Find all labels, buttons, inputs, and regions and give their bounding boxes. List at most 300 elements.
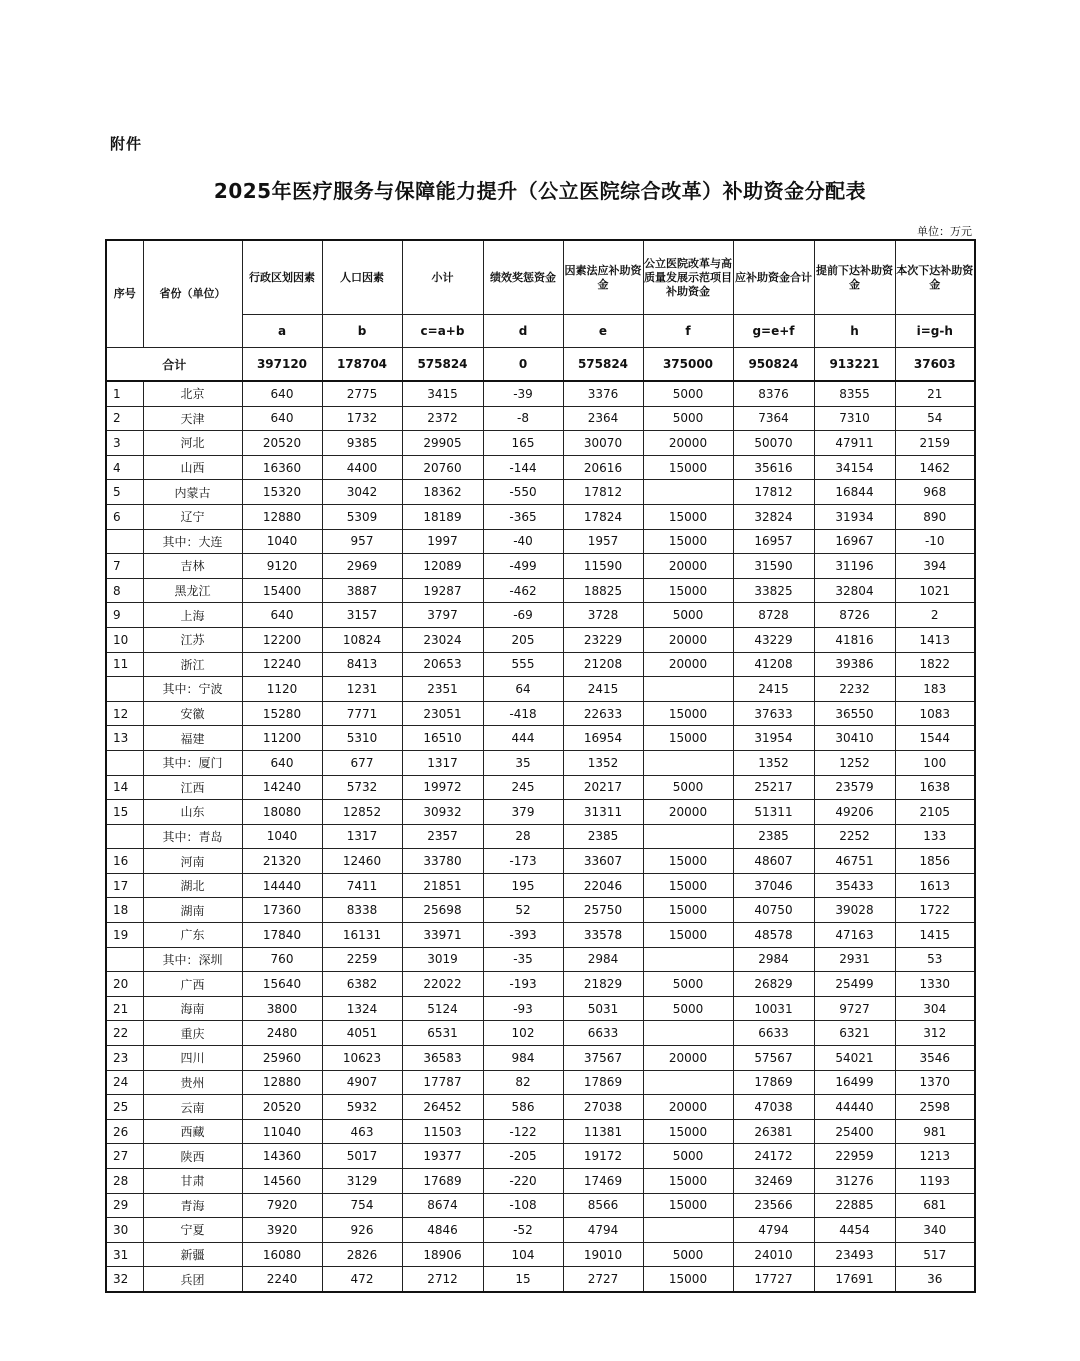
table-row (106, 529, 975, 554)
row-cell: 16957 (733, 529, 814, 554)
row-cell: 15320 (242, 480, 322, 505)
row-seq: 2 (106, 406, 143, 431)
row-province: 北京 (143, 381, 242, 406)
row-cell: 35 (483, 750, 563, 775)
row-cell: 20000 (643, 800, 733, 825)
row-cell: 1997 (402, 529, 483, 554)
row-cell: 14240 (242, 775, 322, 800)
row-seq: 31 (106, 1242, 143, 1267)
row-province: 西藏 (143, 1119, 242, 1144)
header-factor-subsidy: 因素法应补助资金 (563, 240, 643, 315)
row-province: 辽宁 (143, 504, 242, 529)
row-cell: 1957 (563, 529, 643, 554)
row-cell: -39 (483, 381, 563, 406)
row-cell: 23579 (814, 775, 895, 800)
row-cell: 31276 (814, 1169, 895, 1194)
row-province: 安徽 (143, 701, 242, 726)
row-cell: 15000 (643, 923, 733, 948)
row-province: 云南 (143, 1095, 242, 1120)
row-cell: 2598 (895, 1095, 975, 1120)
row-cell: 11200 (242, 726, 322, 751)
row-cell (643, 1070, 733, 1095)
table-row (106, 1169, 975, 1194)
row-province: 浙江 (143, 652, 242, 677)
row-cell: 21851 (402, 873, 483, 898)
row-seq: 25 (106, 1095, 143, 1120)
row-cell: 47038 (733, 1095, 814, 1120)
row-cell: 48578 (733, 923, 814, 948)
row-cell: 640 (242, 381, 322, 406)
row-cell: 5000 (643, 996, 733, 1021)
row-cell: 1352 (733, 750, 814, 775)
header-seq: 序号 (106, 240, 143, 348)
row-cell: 29905 (402, 431, 483, 456)
row-cell: 586 (483, 1095, 563, 1120)
row-cell: 2105 (895, 800, 975, 825)
row-seq: 12 (106, 701, 143, 726)
row-cell: 981 (895, 1119, 975, 1144)
row-cell: 1462 (895, 455, 975, 480)
row-cell: 16131 (322, 923, 402, 948)
row-cell: 23229 (563, 627, 643, 652)
row-province: 黑龙江 (143, 578, 242, 603)
table-row (106, 775, 975, 800)
header-performance-funds: 绩效奖惩资金 (483, 240, 563, 315)
table-row (106, 677, 975, 702)
row-cell: 23493 (814, 1242, 895, 1267)
row-cell: 754 (322, 1193, 402, 1218)
row-cell: 10031 (733, 996, 814, 1021)
row-cell: 8355 (814, 381, 895, 406)
row-seq: 11 (106, 652, 143, 677)
row-cell: 31311 (563, 800, 643, 825)
row-seq (106, 824, 143, 849)
row-cell: 15000 (643, 504, 733, 529)
row-cell: 17869 (733, 1070, 814, 1095)
row-cell: 20653 (402, 652, 483, 677)
row-cell: 36550 (814, 701, 895, 726)
table-row (106, 824, 975, 849)
row-cell: 25698 (402, 898, 483, 923)
header-province: 省份（单位） (143, 240, 242, 348)
row-province: 兵团 (143, 1267, 242, 1292)
row-cell: 54021 (814, 1046, 895, 1071)
row-cell: -144 (483, 455, 563, 480)
total-cell: 37603 (895, 348, 975, 382)
row-cell: 1415 (895, 923, 975, 948)
row-cell: 2775 (322, 381, 402, 406)
table-row (106, 431, 975, 456)
row-province: 其中：青岛 (143, 824, 242, 849)
row-cell: 32824 (733, 504, 814, 529)
row-cell: 968 (895, 480, 975, 505)
row-province: 上海 (143, 603, 242, 628)
row-seq: 3 (106, 431, 143, 456)
row-cell: 6382 (322, 972, 402, 997)
row-seq (106, 677, 143, 702)
row-cell: 20616 (563, 455, 643, 480)
table-row (106, 726, 975, 751)
row-cell: 3157 (322, 603, 402, 628)
row-cell: 2364 (563, 406, 643, 431)
row-cell: 15000 (643, 455, 733, 480)
row-cell: 20520 (242, 1095, 322, 1120)
row-cell: 15000 (643, 1119, 733, 1144)
row-cell: -10 (895, 529, 975, 554)
row-cell: 28 (483, 824, 563, 849)
row-cell: -550 (483, 480, 563, 505)
row-cell: -462 (483, 578, 563, 603)
row-cell: 16967 (814, 529, 895, 554)
row-province: 甘肃 (143, 1169, 242, 1194)
row-cell: 463 (322, 1119, 402, 1144)
table-row (106, 1242, 975, 1267)
row-cell: 12240 (242, 652, 322, 677)
row-cell: 1544 (895, 726, 975, 751)
row-cell: -418 (483, 701, 563, 726)
row-cell: 2372 (402, 406, 483, 431)
row-cell: 12460 (322, 849, 402, 874)
row-seq: 5 (106, 480, 143, 505)
table-row (106, 578, 975, 603)
row-cell: 21208 (563, 652, 643, 677)
table-row (106, 1119, 975, 1144)
row-cell: 25960 (242, 1046, 322, 1071)
row-cell: 1352 (563, 750, 643, 775)
row-cell: 1722 (895, 898, 975, 923)
row-province: 广东 (143, 923, 242, 948)
row-cell (643, 1218, 733, 1243)
row-cell: 25750 (563, 898, 643, 923)
total-row (106, 348, 975, 382)
table-row (106, 701, 975, 726)
row-cell: 33578 (563, 923, 643, 948)
row-cell: 21 (895, 381, 975, 406)
row-cell: 20000 (643, 1046, 733, 1071)
row-cell: 3376 (563, 381, 643, 406)
row-cell: 17360 (242, 898, 322, 923)
row-cell: 15000 (643, 1267, 733, 1292)
row-cell: 2385 (733, 824, 814, 849)
total-cell: 575824 (402, 348, 483, 382)
row-cell: 47911 (814, 431, 895, 456)
row-cell: 40750 (733, 898, 814, 923)
row-cell: 22046 (563, 873, 643, 898)
header-total-subsidy: 应补助资金合计 (733, 240, 814, 315)
row-cell: 12200 (242, 627, 322, 652)
row-cell: 5031 (563, 996, 643, 1021)
row-cell: 24172 (733, 1144, 814, 1169)
row-cell: 677 (322, 750, 402, 775)
row-cell: 3920 (242, 1218, 322, 1243)
row-cell: 8338 (322, 898, 402, 923)
table-row (106, 800, 975, 825)
row-cell: 5310 (322, 726, 402, 751)
table-row (106, 406, 975, 431)
row-cell: 4907 (322, 1070, 402, 1095)
code-cell: d (483, 315, 563, 348)
row-seq: 13 (106, 726, 143, 751)
row-cell: 2252 (814, 824, 895, 849)
row-cell: 379 (483, 800, 563, 825)
row-cell: 2240 (242, 1267, 322, 1292)
row-seq: 16 (106, 849, 143, 874)
row-province: 重庆 (143, 1021, 242, 1046)
row-cell: 1021 (895, 578, 975, 603)
row-cell: 17824 (563, 504, 643, 529)
row-cell: 5000 (643, 603, 733, 628)
row-cell: -365 (483, 504, 563, 529)
row-cell: 23024 (402, 627, 483, 652)
table-row (106, 1046, 975, 1071)
row-cell: 5732 (322, 775, 402, 800)
row-cell: -108 (483, 1193, 563, 1218)
row-cell: 304 (895, 996, 975, 1021)
row-cell: 39386 (814, 652, 895, 677)
row-cell: 517 (895, 1242, 975, 1267)
row-cell: 2826 (322, 1242, 402, 1267)
row-cell: 14360 (242, 1144, 322, 1169)
code-cell: a (242, 315, 322, 348)
row-cell: 2357 (402, 824, 483, 849)
row-seq: 28 (106, 1169, 143, 1194)
row-cell: 14440 (242, 873, 322, 898)
row-cell: 25499 (814, 972, 895, 997)
row-cell: 394 (895, 554, 975, 579)
row-cell: 41816 (814, 627, 895, 652)
header-current-subsidy: 本次下达补助资金 (895, 240, 975, 315)
row-cell: 43229 (733, 627, 814, 652)
row-cell: 4794 (563, 1218, 643, 1243)
row-seq: 21 (106, 996, 143, 1021)
table-row (106, 381, 975, 406)
row-cell: 12880 (242, 504, 322, 529)
row-seq: 10 (106, 627, 143, 652)
row-cell: 48607 (733, 849, 814, 874)
row-cell: 26829 (733, 972, 814, 997)
row-cell: 2259 (322, 947, 402, 972)
row-cell: 31954 (733, 726, 814, 751)
row-cell: 54 (895, 406, 975, 431)
table-row (106, 1021, 975, 1046)
row-cell: 18906 (402, 1242, 483, 1267)
row-cell: 1317 (402, 750, 483, 775)
row-cell: 5124 (402, 996, 483, 1021)
row-province: 山东 (143, 800, 242, 825)
total-cell: 575824 (563, 348, 643, 382)
row-province: 河北 (143, 431, 242, 456)
row-cell: 4846 (402, 1218, 483, 1243)
row-cell: 890 (895, 504, 975, 529)
row-cell: 472 (322, 1267, 402, 1292)
row-cell: 20000 (643, 652, 733, 677)
row-cell: 2415 (563, 677, 643, 702)
row-cell: 19972 (402, 775, 483, 800)
total-cell: 950824 (733, 348, 814, 382)
row-cell: 165 (483, 431, 563, 456)
row-seq (106, 529, 143, 554)
row-province: 吉林 (143, 554, 242, 579)
row-cell: 22885 (814, 1193, 895, 1218)
row-cell: 6633 (733, 1021, 814, 1046)
row-cell: 15000 (643, 1193, 733, 1218)
row-cell: 12852 (322, 800, 402, 825)
row-cell: 46751 (814, 849, 895, 874)
row-cell: 1822 (895, 652, 975, 677)
row-cell: 37046 (733, 873, 814, 898)
row-cell: 2385 (563, 824, 643, 849)
row-cell: 4051 (322, 1021, 402, 1046)
row-cell: 5000 (643, 406, 733, 431)
table-row (106, 627, 975, 652)
row-cell: 3129 (322, 1169, 402, 1194)
row-cell: 25217 (733, 775, 814, 800)
row-cell: -8 (483, 406, 563, 431)
row-cell: 1413 (895, 627, 975, 652)
row-cell: 1330 (895, 972, 975, 997)
row-province: 福建 (143, 726, 242, 751)
table-row (106, 1070, 975, 1095)
row-cell: 15000 (643, 873, 733, 898)
row-cell: 312 (895, 1021, 975, 1046)
row-cell: 51311 (733, 800, 814, 825)
row-cell: 8728 (733, 603, 814, 628)
row-province: 宁夏 (143, 1218, 242, 1243)
row-cell: 31196 (814, 554, 895, 579)
row-cell: 15 (483, 1267, 563, 1292)
row-cell: 18080 (242, 800, 322, 825)
row-cell: 7920 (242, 1193, 322, 1218)
row-cell: 3887 (322, 578, 402, 603)
row-cell: 22022 (402, 972, 483, 997)
row-cell: 957 (322, 529, 402, 554)
row-cell: 2984 (563, 947, 643, 972)
row-cell: 100 (895, 750, 975, 775)
row-cell: 8726 (814, 603, 895, 628)
row-cell: 3546 (895, 1046, 975, 1071)
row-cell: 1638 (895, 775, 975, 800)
row-cell: 1856 (895, 849, 975, 874)
row-cell: -35 (483, 947, 563, 972)
row-cell: 7364 (733, 406, 814, 431)
row-cell: -173 (483, 849, 563, 874)
row-cell: 17727 (733, 1267, 814, 1292)
table-row (106, 923, 975, 948)
row-cell: 18825 (563, 578, 643, 603)
row-cell: 5932 (322, 1095, 402, 1120)
row-cell: 5000 (643, 381, 733, 406)
table-row (106, 1218, 975, 1243)
row-cell: 681 (895, 1193, 975, 1218)
row-cell: 8674 (402, 1193, 483, 1218)
row-cell: 15000 (643, 529, 733, 554)
row-cell: 21320 (242, 849, 322, 874)
table-row (106, 996, 975, 1021)
row-cell: 11503 (402, 1119, 483, 1144)
row-cell: 104 (483, 1242, 563, 1267)
row-cell: 23566 (733, 1193, 814, 1218)
row-cell: 47163 (814, 923, 895, 948)
row-seq: 24 (106, 1070, 143, 1095)
row-cell (643, 824, 733, 849)
row-cell: 5000 (643, 972, 733, 997)
row-cell: 16510 (402, 726, 483, 751)
header-row (106, 240, 975, 315)
row-cell: 35616 (733, 455, 814, 480)
row-cell: 195 (483, 873, 563, 898)
row-cell: 3797 (402, 603, 483, 628)
code-cell: g=e+f (733, 315, 814, 348)
row-cell: 5017 (322, 1144, 402, 1169)
table-row (106, 972, 975, 997)
table-row (106, 1095, 975, 1120)
row-seq: 32 (106, 1267, 143, 1292)
row-cell: 11040 (242, 1119, 322, 1144)
row-cell: 17812 (733, 480, 814, 505)
row-cell: 19287 (402, 578, 483, 603)
row-province: 青海 (143, 1193, 242, 1218)
row-cell: 1193 (895, 1169, 975, 1194)
row-cell: 640 (242, 406, 322, 431)
row-cell: 15000 (643, 1169, 733, 1194)
row-seq: 14 (106, 775, 143, 800)
row-cell: 1120 (242, 677, 322, 702)
row-cell: 9727 (814, 996, 895, 1021)
row-seq: 22 (106, 1021, 143, 1046)
row-cell: 11381 (563, 1119, 643, 1144)
total-cell: 913221 (814, 348, 895, 382)
row-cell: 26381 (733, 1119, 814, 1144)
row-cell: 20520 (242, 431, 322, 456)
row-cell: 4794 (733, 1218, 814, 1243)
row-cell: 5309 (322, 504, 402, 529)
row-cell: 20000 (643, 554, 733, 579)
row-seq: 18 (106, 898, 143, 923)
row-cell: 41208 (733, 652, 814, 677)
row-cell: 1040 (242, 824, 322, 849)
row-cell: 2931 (814, 947, 895, 972)
row-cell: 16844 (814, 480, 895, 505)
row-cell: 9385 (322, 431, 402, 456)
row-cell: 33825 (733, 578, 814, 603)
row-cell: 8376 (733, 381, 814, 406)
row-cell: 1252 (814, 750, 895, 775)
row-cell: 57567 (733, 1046, 814, 1071)
row-cell: 15000 (643, 898, 733, 923)
row-cell: 34154 (814, 455, 895, 480)
row-cell: 984 (483, 1046, 563, 1071)
table-row (106, 455, 975, 480)
header-subtotal: 小计 (402, 240, 483, 315)
row-cell: 2969 (322, 554, 402, 579)
row-cell: 2712 (402, 1267, 483, 1292)
row-cell: 16954 (563, 726, 643, 751)
row-cell: 49206 (814, 800, 895, 825)
row-cell: 3019 (402, 947, 483, 972)
row-cell: 6321 (814, 1021, 895, 1046)
table-row (106, 603, 975, 628)
row-cell: 15280 (242, 701, 322, 726)
row-cell: 2232 (814, 677, 895, 702)
row-cell (643, 750, 733, 775)
row-cell: 2984 (733, 947, 814, 972)
row-cell: 3728 (563, 603, 643, 628)
row-cell: 2 (895, 603, 975, 628)
row-cell: 340 (895, 1218, 975, 1243)
row-cell: 12880 (242, 1070, 322, 1095)
row-province: 天津 (143, 406, 242, 431)
row-cell: -193 (483, 972, 563, 997)
